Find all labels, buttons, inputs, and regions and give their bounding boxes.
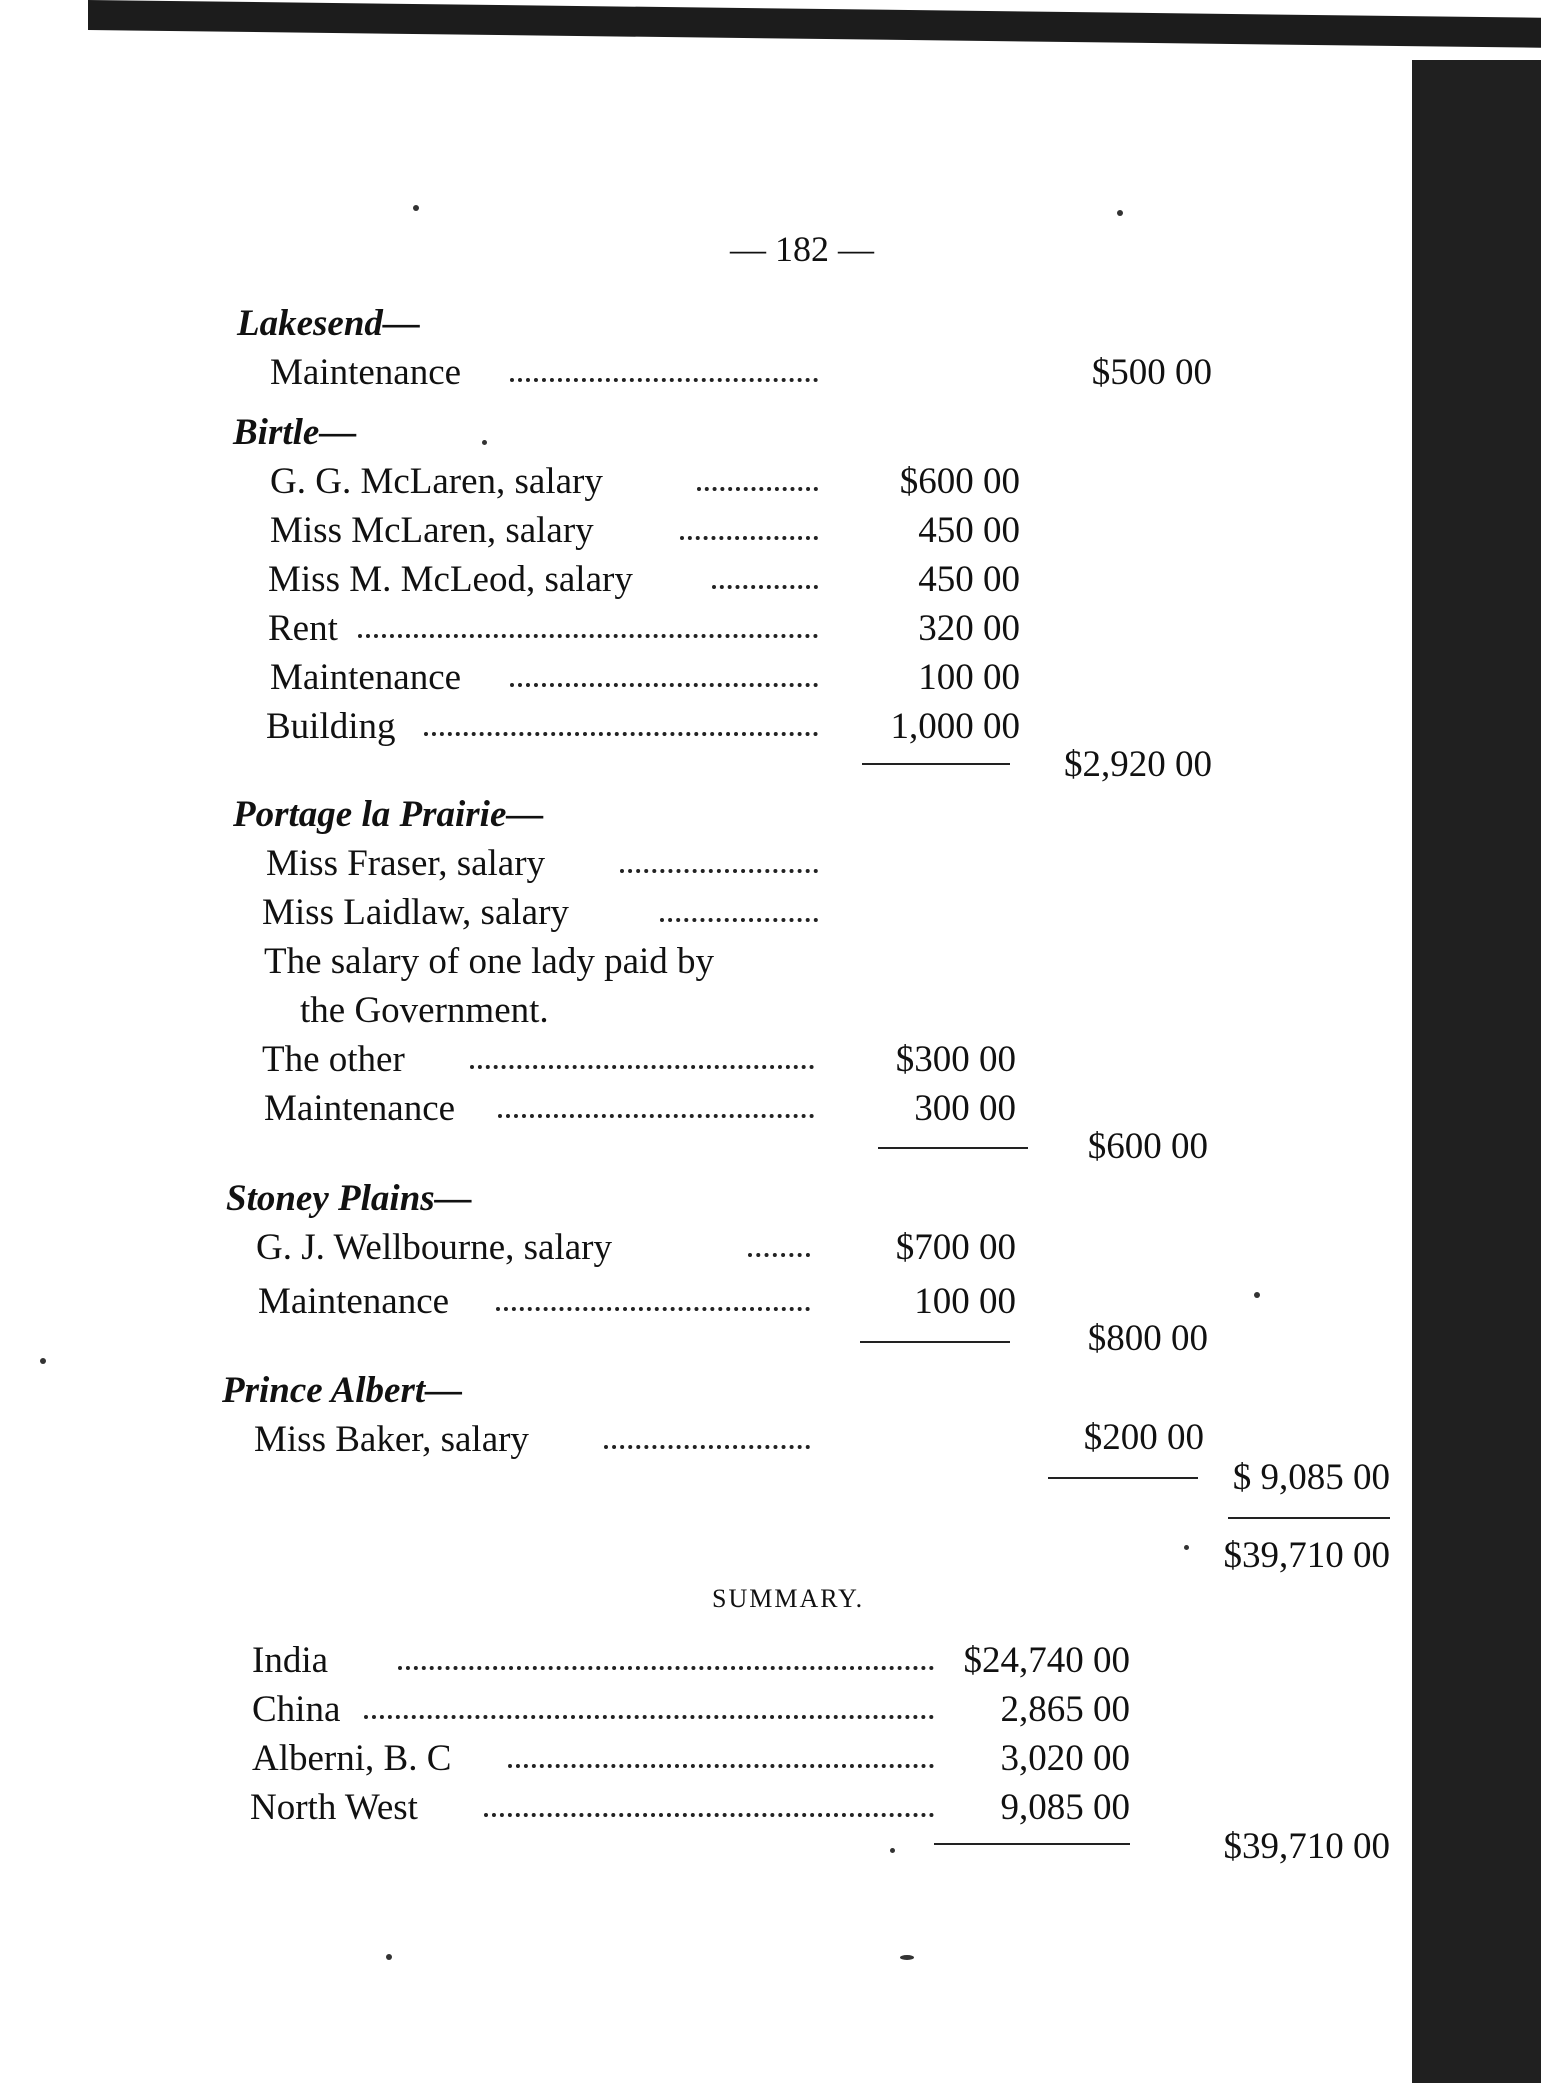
dot-leader <box>424 732 818 736</box>
section-subtotal: $800 00 <box>1087 1318 1208 1359</box>
summary-item-label: China <box>252 1689 341 1730</box>
dot-leader <box>748 1253 810 1257</box>
scan-speck <box>1184 1545 1189 1550</box>
section-subtotal: $600 00 <box>1087 1126 1208 1167</box>
line-item-label: Miss Laidlaw, salary <box>262 892 569 933</box>
scan-binding-edge <box>1412 60 1541 2083</box>
line-item-amount: 300 00 <box>914 1088 1016 1129</box>
scan-speck <box>40 1358 46 1364</box>
summary-item-label: North West <box>250 1787 418 1828</box>
line-item-amount: 450 00 <box>918 510 1020 551</box>
dot-leader <box>470 1065 814 1069</box>
summary-item-amount: $24,740 00 <box>963 1640 1130 1681</box>
sum-rule <box>1228 1517 1390 1519</box>
summary-title: SUMMARY. <box>712 1584 865 1613</box>
section-heading-lakesend: Lakesend— <box>237 303 420 344</box>
section-subtotal: $500 00 <box>1091 352 1212 393</box>
sum-rule <box>862 763 1010 765</box>
line-item-amount: $700 00 <box>895 1227 1016 1268</box>
line-item-label: Rent <box>268 608 338 649</box>
line-item-amount: 1,000 00 <box>890 706 1020 747</box>
section-heading-stoney-plains: Stoney Plains— <box>226 1178 472 1219</box>
sum-rule <box>1048 1477 1198 1479</box>
dot-leader <box>364 1715 934 1719</box>
summary-item-amount: 9,085 00 <box>1000 1787 1130 1828</box>
dot-leader <box>697 487 818 491</box>
line-item-amount: 100 00 <box>918 657 1020 698</box>
dot-leader <box>498 1114 814 1118</box>
line-item-amount: $300 00 <box>895 1039 1016 1080</box>
scan-speck <box>482 440 487 445</box>
summary-total: $39,710 00 <box>1223 1826 1390 1867</box>
dot-leader <box>398 1666 934 1670</box>
scan-speck <box>386 1954 392 1960</box>
line-item-label: The salary of one lady paid by <box>264 941 715 982</box>
line-item-label: the Government. <box>300 990 549 1031</box>
line-item-label: G. J. Wellbourne, salary <box>256 1227 612 1268</box>
summary-item-amount: 2,865 00 <box>1000 1689 1130 1730</box>
dot-leader <box>510 378 818 382</box>
line-item-label: Miss Fraser, salary <box>266 843 546 884</box>
section-subtotal: $200 00 <box>1083 1417 1204 1458</box>
line-item-label: Building <box>266 706 396 747</box>
dot-leader <box>496 1307 810 1311</box>
scan-speck <box>890 1848 895 1853</box>
page-number: — 182 — <box>730 229 874 269</box>
line-item-label: Maintenance <box>270 657 462 698</box>
line-item-amount: 100 00 <box>914 1281 1016 1322</box>
dot-leader <box>712 585 818 589</box>
summary-item-label: Alberni, B. C <box>252 1738 452 1779</box>
line-item-amount: 450 00 <box>918 559 1020 600</box>
sum-rule <box>934 1843 1130 1845</box>
sum-rule <box>860 1341 1010 1343</box>
dot-leader <box>660 918 818 922</box>
section-heading-portage-la-prairie: Portage la Prairie— <box>233 794 544 835</box>
line-item-label: The other <box>262 1039 405 1080</box>
dot-leader <box>604 1445 810 1449</box>
scan-speck <box>413 205 419 211</box>
summary-item-label: India <box>252 1640 329 1681</box>
line-item-label: G. G. McLaren, salary <box>270 461 603 502</box>
line-item-label: Maintenance <box>270 352 462 393</box>
line-item-label: Maintenance <box>264 1088 456 1129</box>
line-item-label: Miss Baker, salary <box>254 1419 529 1460</box>
line-item-label: Miss McLaren, salary <box>270 510 594 551</box>
scan-speck <box>900 1955 914 1960</box>
line-item-amount: $600 00 <box>899 461 1020 502</box>
dot-leader <box>358 634 818 638</box>
scan-speck <box>1254 1292 1260 1298</box>
dot-leader <box>680 536 818 540</box>
line-item-label: Maintenance <box>258 1281 450 1322</box>
section-subtotal: $2,920 00 <box>1064 744 1212 785</box>
dot-leader <box>484 1813 934 1817</box>
north-west-total: $ 9,085 00 <box>1232 1457 1390 1498</box>
dot-leader <box>510 683 818 687</box>
scan-speck <box>1117 210 1123 216</box>
line-item-label: Miss M. McLeod, salary <box>268 559 633 600</box>
dot-leader <box>508 1764 934 1768</box>
section-heading-prince-albert: Prince Albert— <box>222 1370 463 1411</box>
summary-item-amount: 3,020 00 <box>1000 1738 1130 1779</box>
section-heading-birtle: Birtle— <box>233 412 357 453</box>
line-item-amount: 320 00 <box>918 608 1020 649</box>
scan-top-edge <box>88 0 1541 48</box>
grand-total: $39,710 00 <box>1223 1535 1390 1576</box>
dot-leader <box>620 869 818 873</box>
